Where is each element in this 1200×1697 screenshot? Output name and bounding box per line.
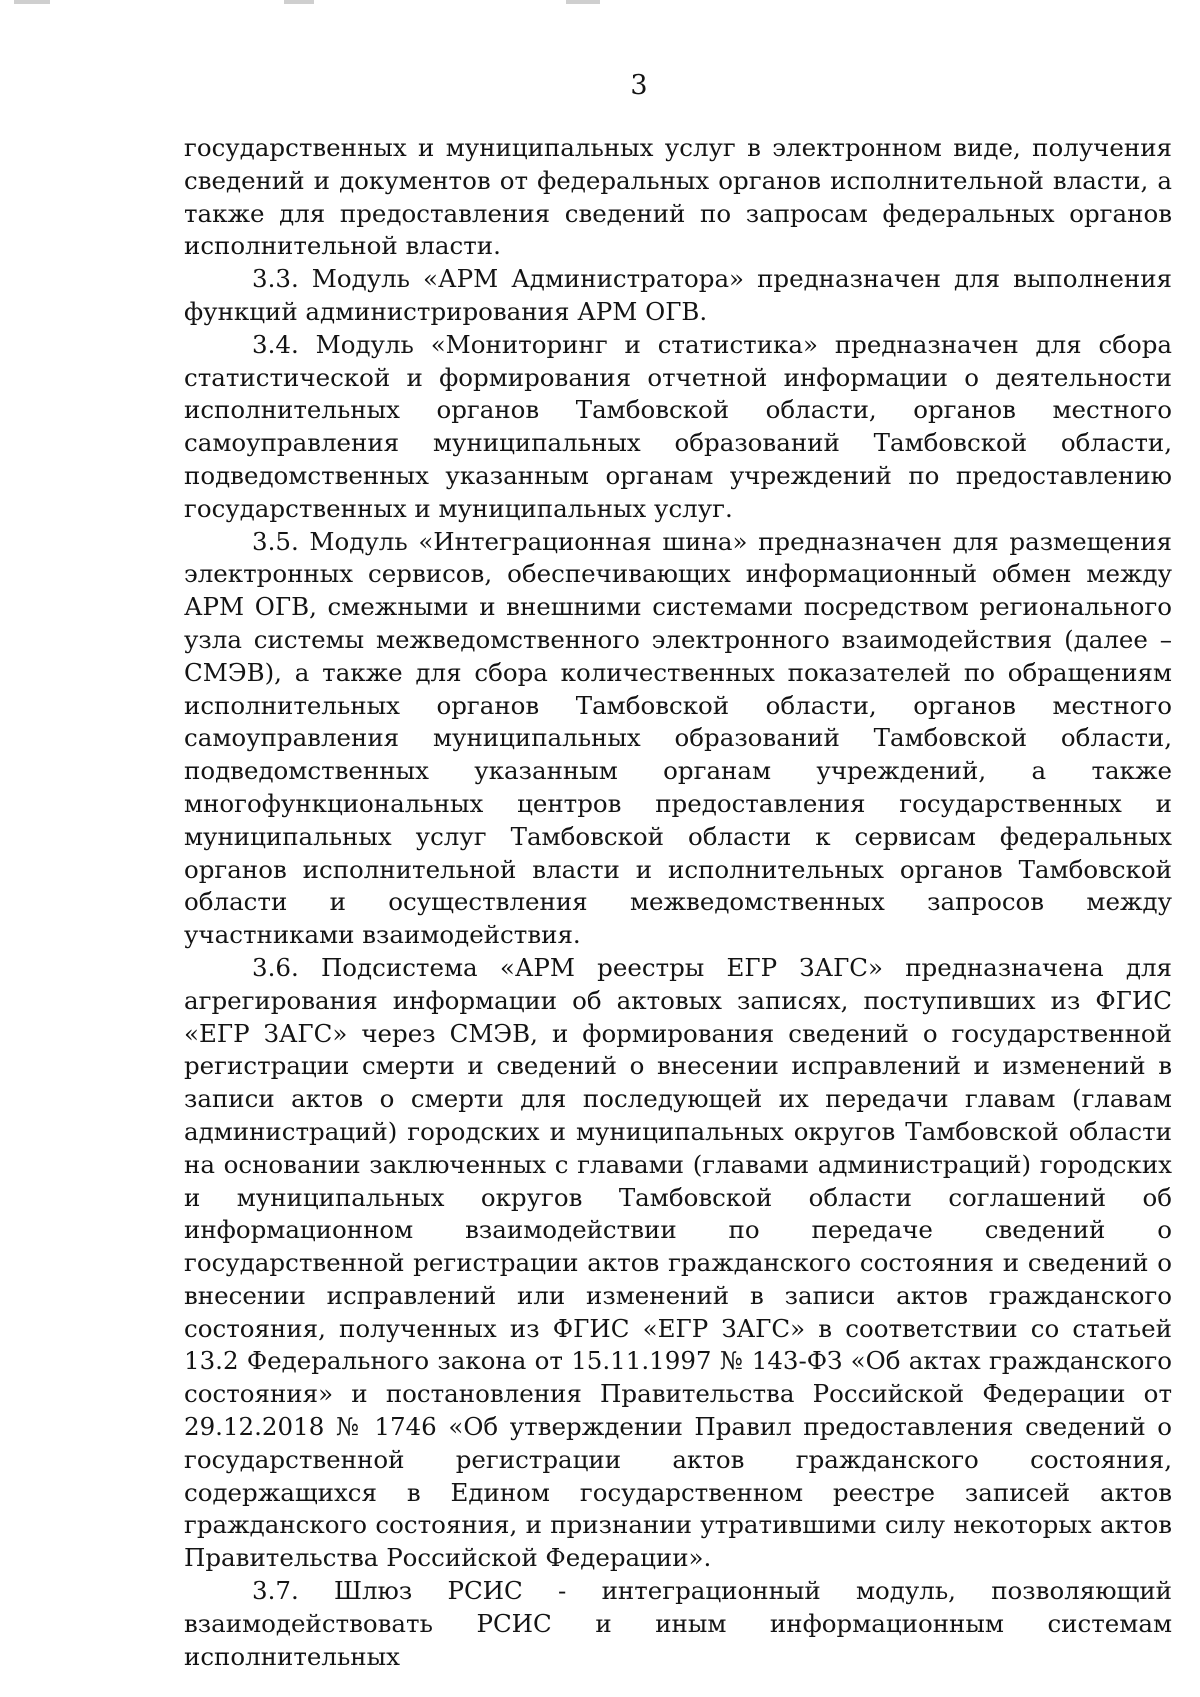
paragraph-3-5: 3.5. Модуль «Интеграционная шина» предназначен для размещения электронных сервисов, обеспечивающих информационный обмен между АРМ ОГВ, смежными и внешними системами посредством регионального узла системы межведомственного электронного взаимодействия (далее – СМЭВ), а также для сбора количественных показателей по обращениям исполнительных органов Тамбовской области, органов местного самоуправления муниципальных образований Тамбовской области, подведомственных указанным органам учреждений, а также многофункциональных центров предоставления государственных и муниципальных услуг Тамбовской области к сервисам федеральных органов исполнительной власти и исполнительных органов Тамбовской области и осуществления межведомственных запросов между участниками взаимодействия. <box>184 526 1172 950</box>
scan-artifact <box>284 0 314 4</box>
scan-artifact <box>566 0 600 4</box>
paragraph-3-4: 3.4. Модуль «Мониторинг и статистика» предназначен для сбора статистической и формирования отчетной информации о деятельности исполнительных органов Тамбовской области, органов местного самоуправления муниципальных образований Тамбовской области, подведомственных указанным органам учреждений по предоставлению государственных и муниципальных услуг. <box>184 329 1172 523</box>
paragraph-3-3: 3.3. Модуль «АРМ Администратора» предназначен для выполнения функций администрирования АРМ ОГВ. <box>184 264 1172 326</box>
page-number: 3 <box>630 70 648 101</box>
scan-artifact <box>14 0 50 4</box>
document-body <box>184 132 1172 1673</box>
paragraph-3-7: 3.7. Шлюз РСИС - интеграционный модуль, позволяющий взаимодействовать РСИС и иным информационным системам исполнительных <box>184 1576 1172 1671</box>
paragraph-continuation: государственных и муниципальных услуг в электронном виде, получения сведений и документов от федеральных органов исполнительной власти, а также для предоставления сведений по запросам федеральных органов исполнительной власти. <box>184 133 1172 261</box>
paragraph-3-6: 3.6. Подсистема «АРМ реестры ЕГР ЗАГС» предназначена для агрегирования информации об актовых записях, поступивших из ФГИС «ЕГР ЗАГС» через СМЭВ, и формирования сведений о государственной регистрации смерти и сведений о внесении исправлений и изменений в записи актов о смерти для последующей их передачи главам (главам администраций) городских и муниципальных округов Тамбовской области на основании заключенных с главами (главами администраций) городских и муниципальных округов Тамбовской области соглашений об информационном взаимодействии по передаче сведений о государственной регистрации актов гражданского состояния и сведений о внесении исправлений или изменений в записи актов гражданского состояния, полученных из ФГИС «ЕГР ЗАГС» в соответствии со статьей 13.2 Федерального закона от 15.11.1997 № 143-ФЗ «Об актах гражданского состояния» и постановления Правительства Российской Федерации от 29.12.2018 № 1746 «Об утверждении Правил предоставления сведений о государственной регистрации актов гражданского состояния, содержащихся в Едином государственном реестре записей актов гражданского состояния, и признании утратившими силу некоторых актов Правительства Российской Федерации». <box>184 952 1172 1573</box>
